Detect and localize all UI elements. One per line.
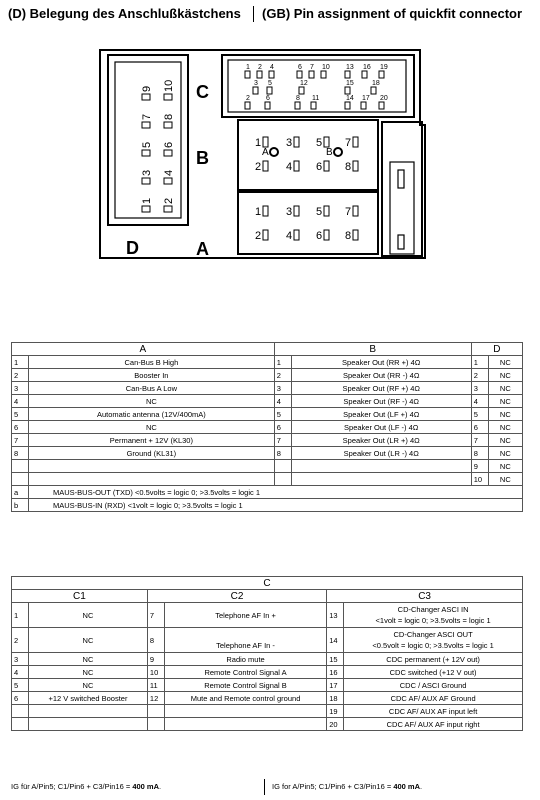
table-cell: NC [29, 603, 148, 628]
c-pin-slot [269, 71, 274, 78]
table-row [12, 434, 523, 447]
b-pin-label: 8 [345, 161, 352, 173]
c-pin-label: 11 [312, 95, 320, 102]
c-pin-label: 1 [246, 64, 250, 71]
table-cell: 6 [471, 421, 488, 434]
b-pin-slot [324, 137, 329, 147]
b-pin-slot [353, 161, 358, 171]
b-pin-label: 6 [316, 161, 323, 173]
table-cell: 20 [327, 718, 344, 731]
table-cell: 2 [471, 369, 488, 382]
maus-row [12, 499, 523, 512]
table-cell: NC [29, 653, 148, 666]
c-pin-slot [345, 71, 350, 78]
table-cell [29, 460, 275, 473]
label-c: C [196, 82, 209, 102]
table-cell: 2 [12, 628, 29, 653]
table-cell: Speaker Out (RF +) 4Ω [291, 382, 471, 395]
c-pin-label: 13 [346, 64, 354, 71]
table-row [12, 356, 523, 369]
table-cell: 17 [327, 679, 344, 692]
a-pin-slot [263, 230, 268, 240]
maus-row [12, 486, 523, 499]
table-cell: 2 [274, 369, 291, 382]
a-pin-label: 7 [345, 206, 352, 218]
table-cell: Speaker Out (RR +) 4Ω [291, 356, 471, 369]
b-pin-label: 2 [255, 161, 262, 173]
a-pin-label: 4 [286, 230, 293, 242]
table-cell [274, 460, 291, 473]
d-pin-label: 8 [163, 113, 175, 120]
table-cell: 1 [12, 603, 29, 628]
table-cell: Automatic antenna (12V/400mA) [29, 408, 275, 421]
table-cell: 4 [471, 395, 488, 408]
table-cell: 11 [147, 679, 164, 692]
table-cell: 5 [12, 679, 29, 692]
table-cell [12, 473, 29, 486]
table-cell: 6 [12, 692, 29, 705]
c-pin-label: 17 [362, 95, 370, 102]
table-cell: NC [29, 628, 148, 653]
footer-divider [264, 779, 265, 795]
c-pin-slot [245, 102, 250, 109]
d-pin-slot [164, 206, 172, 212]
table-cell: +12 V switched Booster [29, 692, 148, 705]
table-row [12, 653, 523, 666]
table-cell: NC [488, 460, 522, 473]
table-cell: 9 [471, 460, 488, 473]
c-pin-slot [245, 71, 250, 78]
b-pin-slot [294, 161, 299, 171]
c-pin-label: 6 [298, 64, 302, 71]
pin-table-c [11, 576, 523, 731]
table-cell [291, 460, 471, 473]
d-pin-label: 6 [163, 141, 175, 148]
table-row [12, 603, 523, 628]
c-pin-slot [267, 87, 272, 94]
c-pin-slot [299, 87, 304, 94]
table-cell: 13 [327, 603, 344, 628]
table-cell: NC [488, 382, 522, 395]
footer-german-text: IG für A/Pin5; C1/Pin6 + C3/Pin16 = [11, 782, 133, 791]
c-pin-label: 15 [346, 80, 354, 87]
table-cell: NC [29, 666, 148, 679]
a-pin-label: 2 [255, 230, 262, 242]
pin-a-marker [270, 148, 278, 156]
b-pin-slot [263, 137, 268, 147]
pin-a-label: A [262, 147, 269, 158]
c-pin-slot [257, 71, 262, 78]
table-cell: 7 [12, 434, 29, 447]
a-pin-slot [294, 230, 299, 240]
c-pin-slot [345, 102, 350, 109]
d-pin-label: 7 [141, 113, 153, 120]
pin-b-label: B [326, 147, 333, 158]
d-pin-label: 3 [141, 169, 153, 176]
d-pin-slot [164, 178, 172, 184]
table-cell: Telephone AF In - [164, 628, 326, 653]
table-cell [164, 705, 326, 718]
a-pin-slot [294, 206, 299, 216]
col-header-b: B [274, 343, 471, 356]
table-cell: Speaker Out (RR -) 4Ω [291, 369, 471, 382]
table-cell [147, 718, 164, 731]
table-cell: 5 [471, 408, 488, 421]
table-row [12, 705, 523, 718]
c-pin-slot [371, 87, 376, 94]
table-cell: Remote Control Signal A [164, 666, 326, 679]
table-cell: 15 [327, 653, 344, 666]
label-d: D [126, 238, 139, 258]
table-cell [291, 473, 471, 486]
c-pin-label: 7 [310, 64, 314, 71]
c-pin-slot [309, 71, 314, 78]
c-pin-slot [379, 102, 384, 109]
c-pin-label: 14 [346, 95, 354, 102]
d-pin-label: 9 [141, 85, 153, 92]
c-pin-slot [379, 71, 384, 78]
c-pin-slot [253, 87, 258, 94]
connector-diagram [0, 30, 540, 270]
b-pin-label: 4 [286, 161, 293, 173]
c-pin-label: 6 [266, 95, 270, 102]
table-cell [12, 718, 29, 731]
table-cell: 3 [274, 382, 291, 395]
table-cell: NC [488, 395, 522, 408]
table-cell: NC [488, 434, 522, 447]
table-cell: Telephone AF In + [164, 603, 326, 628]
table-cell: 5 [274, 408, 291, 421]
table-row [12, 369, 523, 382]
pin-table-abd [11, 342, 523, 512]
table-cell: Speaker Out (RF -) 4Ω [291, 395, 471, 408]
header-divider [253, 6, 254, 22]
c-pin-slot [361, 102, 366, 109]
table-cell: CDC permanent (+ 12V out) [344, 653, 523, 666]
table-cell: Speaker Out (LR -) 4Ω [291, 447, 471, 460]
a-pin-label: 3 [286, 206, 293, 218]
table-cell: NC [29, 421, 275, 434]
table-cell: 18 [327, 692, 344, 705]
table-cell: Permanent + 12V (KL30) [29, 434, 275, 447]
table-cell: 1 [471, 356, 488, 369]
table-cell [147, 705, 164, 718]
a-pin-label: 8 [345, 230, 352, 242]
table-cell: 10 [147, 666, 164, 679]
table-row [12, 460, 523, 473]
table-cell: CDC AF/ AUX AF input right [344, 718, 523, 731]
header-english: (GB) Pin assignment of quickfit connector [262, 6, 523, 21]
table-row [12, 666, 523, 679]
a-pin-slot [263, 206, 268, 216]
table-row [12, 692, 523, 705]
a-pin-label: 5 [316, 206, 323, 218]
b-pin-slot [353, 137, 358, 147]
footer-english-text: IG for A/Pin5; C1/Pin6 + C3/Pin16 = [272, 782, 394, 791]
footer-german [11, 782, 161, 791]
a-pin-label: 1 [255, 206, 262, 218]
maus-desc: MAUS-BUS-IN (RXD) <1volt = logic 0; >3.5volts = logic 1 [29, 499, 523, 512]
a-pin-slot [353, 230, 358, 240]
table-cell: 8 [147, 628, 164, 653]
c-pin-label: 19 [380, 64, 388, 71]
col-header-d: D [471, 343, 522, 356]
table-row [12, 447, 523, 460]
table-cell: NC [29, 679, 148, 692]
a-pin-label: 6 [316, 230, 323, 242]
table-cell: 9 [147, 653, 164, 666]
maus-desc: MAUS-BUS-OUT (TXD) <0.5volts = logic 0; >3.5volts = logic 1 [29, 486, 523, 499]
table-cell: NC [488, 408, 522, 421]
header-german: (D) Belegung des Anschlußkästchens [8, 6, 241, 21]
table-cell: 10 [471, 473, 488, 486]
table-row [12, 628, 523, 653]
table-cell: NC [488, 447, 522, 460]
c-pin-label: 3 [254, 80, 258, 87]
table-cell [12, 460, 29, 473]
footer-german-value: 400 mA [132, 782, 160, 791]
table-cell: CDC AF/ AUX AF Ground [344, 692, 523, 705]
d-pin-slot [164, 150, 172, 156]
table-cell: CDC / ASCI Ground [344, 679, 523, 692]
table-cell: 3 [12, 653, 29, 666]
d-pin-slot [142, 178, 150, 184]
c-pin-slot [295, 102, 300, 109]
table-cell: CDC AF/ AUX AF input left [344, 705, 523, 718]
table-cell: 1 [274, 356, 291, 369]
b-pin-label: 5 [316, 137, 323, 149]
b-pin-label: 1 [255, 137, 262, 149]
c-pin-slot [362, 71, 367, 78]
col-header-c1: C1 [12, 590, 148, 603]
footer-german-suffix: . [159, 782, 162, 791]
c-pin-label: 12 [300, 80, 308, 87]
table-row [12, 421, 523, 434]
table-cell [29, 718, 148, 731]
table-row [12, 382, 523, 395]
col-header-c2: C2 [147, 590, 326, 603]
footer-english-suffix: . [420, 782, 423, 791]
table-cell: 6 [274, 421, 291, 434]
table-cell: Speaker Out (LR +) 4Ω [291, 434, 471, 447]
table-cell: Speaker Out (LF +) 4Ω [291, 408, 471, 421]
c-pin-slot [297, 71, 302, 78]
table-cell [12, 705, 29, 718]
table-cell: NC [488, 369, 522, 382]
d-pin-label: 4 [163, 169, 175, 176]
table-cell [29, 705, 148, 718]
label-b: B [196, 148, 209, 168]
table-cell: NC [488, 356, 522, 369]
table-cell: Speaker Out (LF -) 4Ω [291, 421, 471, 434]
a-pin-slot [353, 206, 358, 216]
pin-b-marker [334, 148, 342, 156]
table-cell [164, 718, 326, 731]
b-pin-slot [294, 137, 299, 147]
table-cell: 4 [12, 666, 29, 679]
b-pin-slot [263, 161, 268, 171]
col-header-c3: C3 [327, 590, 523, 603]
table-cell: 2 [12, 369, 29, 382]
c-pin-label: 18 [372, 80, 380, 87]
label-a: A [196, 239, 209, 259]
b-pin-label: 3 [286, 137, 293, 149]
d-pin-label: 1 [141, 197, 153, 204]
table-row [12, 473, 523, 486]
c-pin-label: 2 [246, 95, 250, 102]
d-pin-slot [142, 150, 150, 156]
table-cell: Mute and Remote control ground [164, 692, 326, 705]
table-cell: NC [488, 421, 522, 434]
b-pin-label: 7 [345, 137, 352, 149]
table-cell: NC [488, 473, 522, 486]
table-row [12, 679, 523, 692]
maus-letter: b [12, 499, 29, 512]
col-header-a: A [12, 343, 275, 356]
c-pin-label: 2 [258, 64, 262, 71]
table-cell: NC [29, 395, 275, 408]
b-pin-slot [324, 161, 329, 171]
table-cell: 5 [12, 408, 29, 421]
table-cell: 19 [327, 705, 344, 718]
table-row [12, 408, 523, 421]
table-cell: Can-Bus A Low [29, 382, 275, 395]
table-cell: Booster In [29, 369, 275, 382]
d-pin-slot [142, 206, 150, 212]
footer-english-value: 400 mA [393, 782, 421, 791]
table-cell: Ground (KL31) [29, 447, 275, 460]
table-c-title: C [12, 577, 523, 590]
d-pin-label: 2 [163, 197, 175, 204]
footer-english [272, 782, 422, 791]
table-cell: 3 [471, 382, 488, 395]
table-cell: 6 [12, 421, 29, 434]
c-pin-label: 20 [380, 95, 388, 102]
d-pin-label: 10 [163, 79, 175, 92]
c-pin-slot [321, 71, 326, 78]
table-cell: CD-Changer ASCI IN <1volt = logic 0; >3.5volts = logic 1 [344, 603, 523, 628]
table-cell: Radio mute [164, 653, 326, 666]
table-cell: 4 [12, 395, 29, 408]
table-cell: 8 [471, 447, 488, 460]
table-cell: Remote Control Signal B [164, 679, 326, 692]
table-cell: 3 [12, 382, 29, 395]
table-cell: 1 [12, 356, 29, 369]
table-cell: 8 [274, 447, 291, 460]
table-cell: Can-Bus B High [29, 356, 275, 369]
table-row [12, 395, 523, 408]
table-cell: 7 [274, 434, 291, 447]
table-cell: CDC switched (+12 V out) [344, 666, 523, 679]
a-pin-slot [324, 230, 329, 240]
table-cell: 4 [274, 395, 291, 408]
table-cell: 12 [147, 692, 164, 705]
table-cell: 14 [327, 628, 344, 653]
d-pin-slot [142, 94, 150, 100]
table-cell: CD-Changer ASCI OUT <0.5volt = logic 0; >3.5volts = logic 1 [344, 628, 523, 653]
table-row [12, 718, 523, 731]
c-pin-label: 4 [270, 64, 274, 71]
table-cell [274, 473, 291, 486]
d-pin-label: 5 [141, 141, 153, 148]
c-pin-slot [311, 102, 316, 109]
c-pin-label: 16 [363, 64, 371, 71]
table-cell: 7 [147, 603, 164, 628]
c-pin-slot [345, 87, 350, 94]
d-pin-slot [164, 94, 172, 100]
d-pin-slot [164, 122, 172, 128]
c-pin-slot [265, 102, 270, 109]
maus-letter: a [12, 486, 29, 499]
table-cell: 16 [327, 666, 344, 679]
table-cell [29, 473, 275, 486]
d-pin-slot [142, 122, 150, 128]
c-pin-label: 5 [268, 80, 272, 87]
table-cell: 8 [12, 447, 29, 460]
c-pin-label: 10 [322, 64, 330, 71]
a-pin-slot [324, 206, 329, 216]
c-pin-label: 8 [296, 95, 300, 102]
table-cell: 7 [471, 434, 488, 447]
